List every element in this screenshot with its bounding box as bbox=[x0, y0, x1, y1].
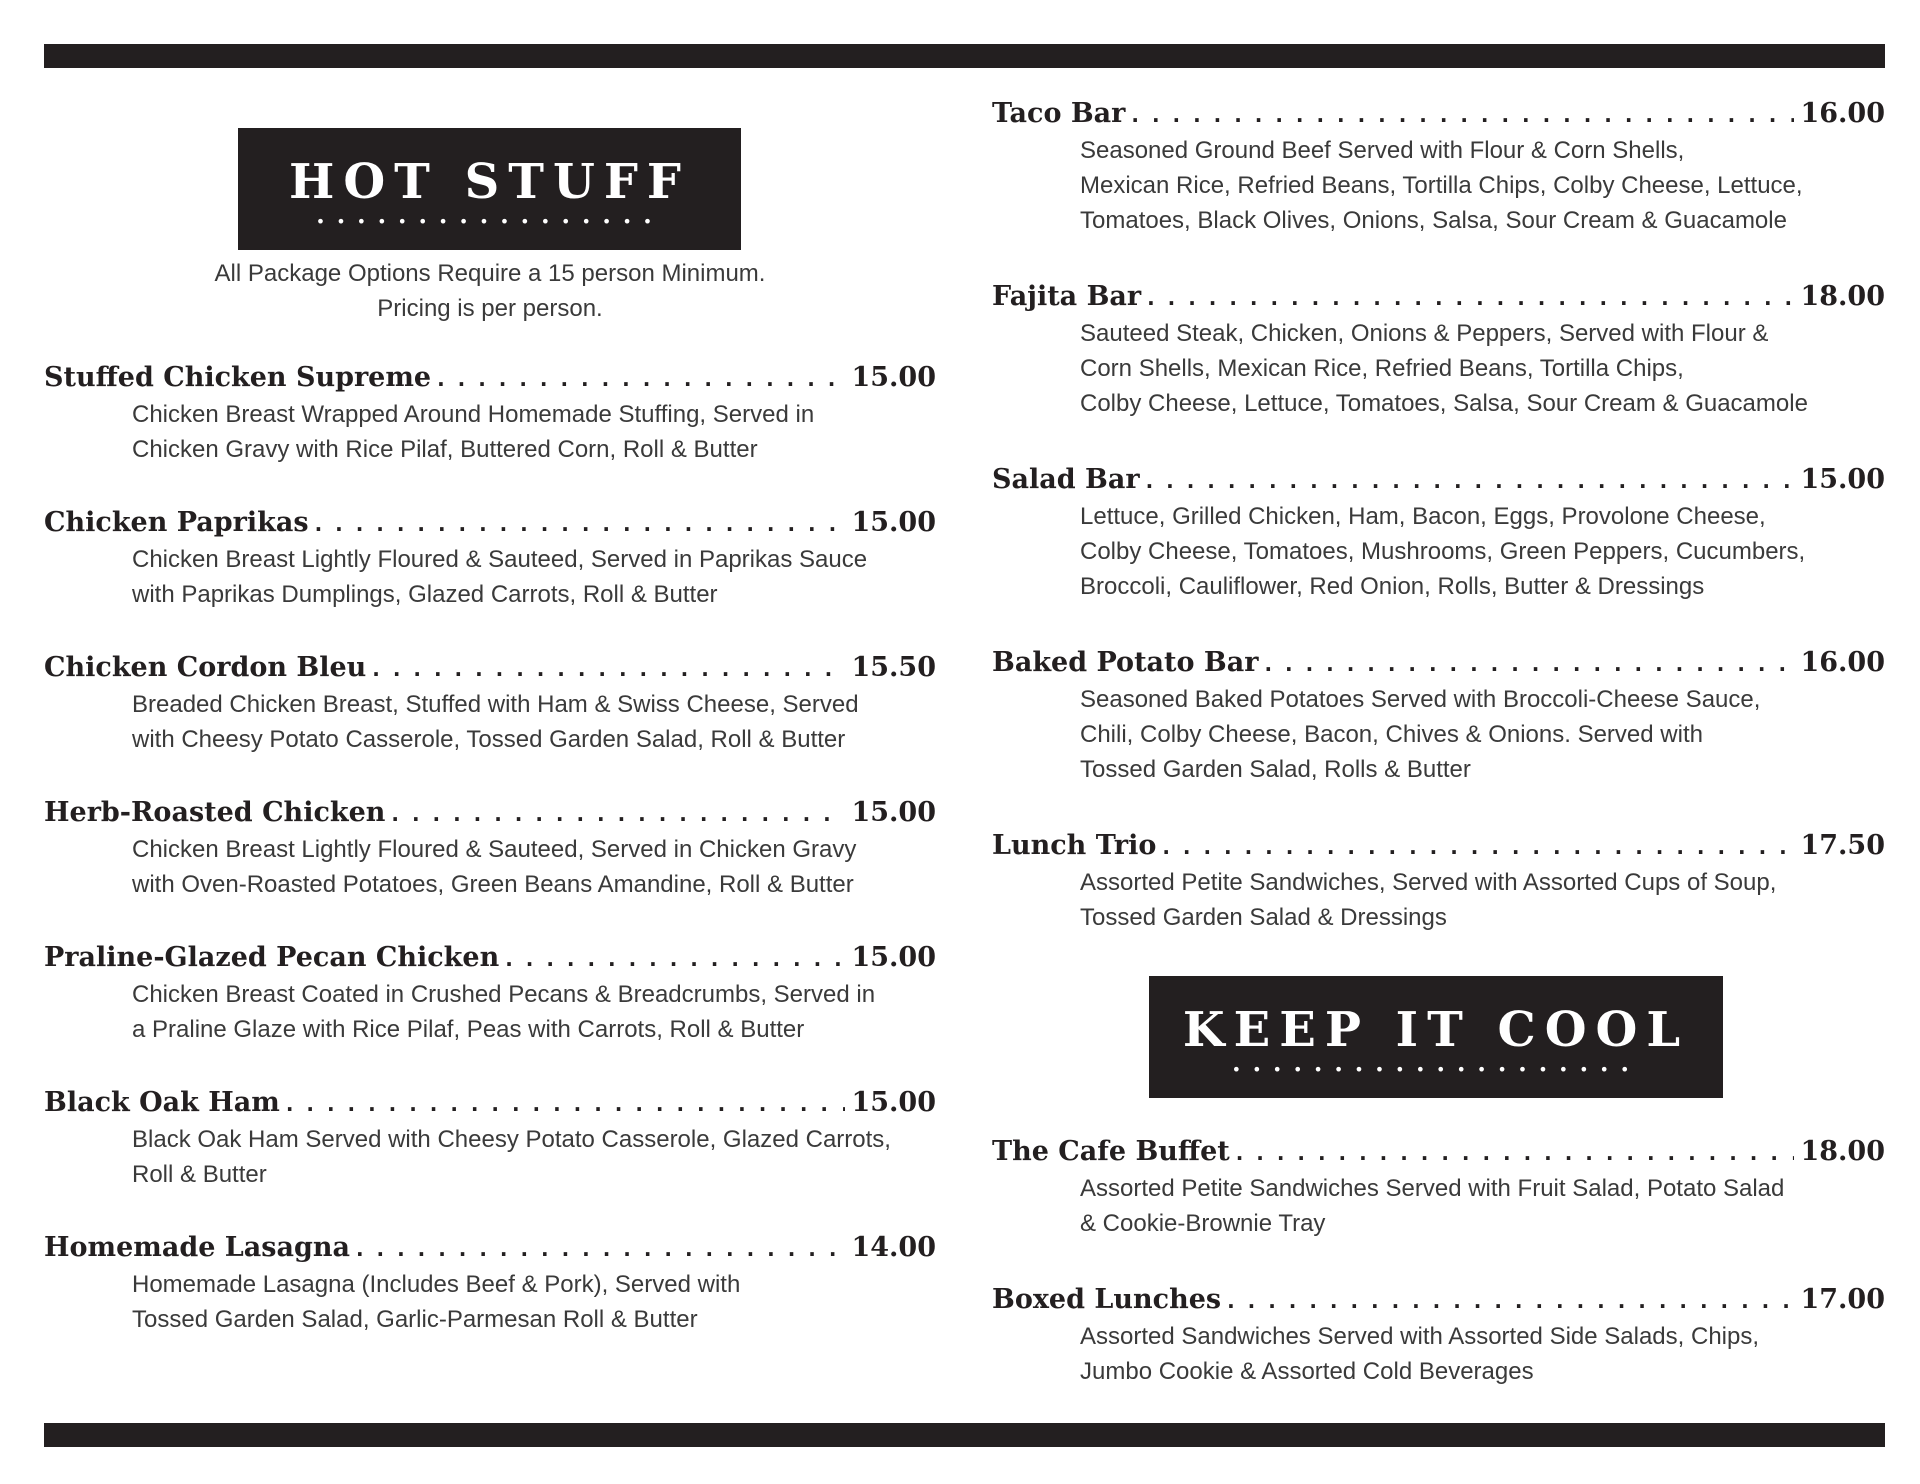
menu-item-header bbox=[992, 462, 1885, 499]
description-line: Breaded Chicken Breast, Stuffed with Ham & Swiss Cheese, Served bbox=[132, 691, 859, 718]
menu-item-description bbox=[992, 316, 1885, 421]
menu-item-description bbox=[992, 133, 1885, 238]
menu-item-name: Praline-Glazed Pecan Chicken bbox=[44, 942, 500, 973]
banner-dots: ••••••••••••••••• bbox=[315, 212, 664, 231]
menu-item-header bbox=[44, 795, 936, 832]
description-line: Assorted Petite Sandwiches, Served with Assorted Cups of Soup, bbox=[1080, 869, 1777, 896]
menu-item-description bbox=[44, 977, 936, 1047]
menu-item-name: The Cafe Buffet bbox=[992, 1136, 1230, 1167]
menu-item bbox=[44, 940, 936, 1047]
menu-item-description bbox=[44, 397, 936, 467]
menu-item-price: 15.00 bbox=[1800, 464, 1885, 495]
menu-item-description bbox=[992, 1171, 1885, 1241]
menu-item-description bbox=[44, 1267, 936, 1337]
menu-item-header bbox=[992, 828, 1885, 865]
menu-item-price: 15.00 bbox=[851, 942, 936, 973]
menu-item-name: Herb-Roasted Chicken bbox=[44, 797, 386, 828]
menu-item bbox=[992, 1134, 1885, 1241]
menu-item-description bbox=[992, 865, 1885, 935]
menu-item-description bbox=[44, 687, 936, 757]
description-line: Corn Shells, Mexican Rice, Refried Beans, Tortilla Chips, bbox=[1080, 355, 1684, 382]
dot-leader bbox=[505, 941, 845, 977]
top-divider-bar bbox=[44, 44, 1885, 68]
menu-item-header bbox=[992, 645, 1885, 682]
minimum-note bbox=[44, 256, 936, 326]
menu-item-description bbox=[992, 682, 1885, 787]
menu-item-description bbox=[44, 832, 936, 902]
menu-item-price: 15.00 bbox=[851, 507, 936, 538]
menu-item-price: 18.00 bbox=[1800, 281, 1885, 312]
menu-item bbox=[992, 462, 1885, 604]
hot-stuff-banner bbox=[238, 128, 741, 250]
left-column bbox=[44, 128, 936, 1375]
menu-item bbox=[44, 1230, 936, 1337]
description-line: with Oven-Roasted Potatoes, Green Beans Amandine, Roll & Butter bbox=[132, 871, 854, 898]
menu-item bbox=[44, 360, 936, 467]
hot-stuff-items bbox=[44, 360, 936, 1337]
menu-item-header bbox=[44, 1085, 936, 1122]
description-line: Jumbo Cookie & Assorted Cold Beverages bbox=[1080, 1358, 1534, 1385]
keep-it-cool-title: KEEP IT COOL bbox=[1182, 1002, 1690, 1058]
description-line: Assorted Petite Sandwiches Served with Fruit Salad, Potato Salad bbox=[1080, 1175, 1785, 1202]
description-line: Broccoli, Cauliflower, Red Onion, Rolls, Butter & Dressings bbox=[1080, 573, 1705, 600]
dot-leader bbox=[1131, 97, 1794, 133]
description-line: Black Oak Ham Served with Cheesy Potato Casserole, Glazed Carrots, bbox=[132, 1126, 891, 1153]
menu-item-price: 15.00 bbox=[851, 1087, 936, 1118]
banner-dots: •••••••••••••••••••• bbox=[1231, 1060, 1641, 1079]
dot-leader bbox=[1162, 829, 1794, 865]
menu-item-description bbox=[992, 499, 1885, 604]
menu-item bbox=[992, 1282, 1885, 1389]
menu-item-description bbox=[992, 1319, 1885, 1389]
description-line: Chicken Breast Wrapped Around Homemade Stuffing, Served in bbox=[132, 401, 815, 428]
dot-leader bbox=[437, 361, 845, 397]
dot-leader bbox=[1147, 280, 1794, 316]
menu-item-price: 16.00 bbox=[1800, 647, 1885, 678]
description-line: Tomatoes, Black Olives, Onions, Salsa, Sour Cream & Guacamole bbox=[1080, 207, 1787, 234]
menu-item-header bbox=[44, 650, 936, 687]
menu-item-price: 16.00 bbox=[1800, 98, 1885, 129]
menu-item-price: 15.00 bbox=[851, 362, 936, 393]
menu-item-header bbox=[44, 360, 936, 397]
description-line: & Cookie-Brownie Tray bbox=[1080, 1210, 1326, 1237]
menu-item-header bbox=[44, 940, 936, 977]
menu-item-name: Black Oak Ham bbox=[44, 1087, 280, 1118]
dot-leader bbox=[1236, 1135, 1795, 1171]
description-line: Lettuce, Grilled Chicken, Ham, Bacon, Eggs, Provolone Cheese, bbox=[1080, 503, 1766, 530]
menu-item-name: Boxed Lunches bbox=[992, 1284, 1222, 1315]
menu-item-header bbox=[44, 505, 936, 542]
menu-item-header bbox=[992, 1282, 1885, 1319]
description-line: Seasoned Baked Potatoes Served with Broccoli-Cheese Sauce, bbox=[1080, 686, 1761, 713]
menu-item-name: Lunch Trio bbox=[992, 830, 1157, 861]
menu-item-price: 18.00 bbox=[1800, 1136, 1885, 1167]
description-line: Chicken Gravy with Rice Pilaf, Buttered Corn, Roll & Butter bbox=[132, 436, 758, 463]
right-column bbox=[992, 96, 1885, 1430]
dot-leader bbox=[372, 651, 845, 687]
description-line: Colby Cheese, Tomatoes, Mushrooms, Green Peppers, Cucumbers, bbox=[1080, 538, 1806, 565]
menu-item-description bbox=[44, 542, 936, 612]
menu-item-name: Taco Bar bbox=[992, 98, 1126, 129]
dot-leader bbox=[356, 1231, 845, 1267]
dot-leader bbox=[1146, 463, 1795, 499]
menu-item-price: 15.50 bbox=[851, 652, 936, 683]
menu-item-name: Baked Potato Bar bbox=[992, 647, 1259, 678]
keep-it-cool-section bbox=[992, 976, 1885, 1098]
menu-item-name: Stuffed Chicken Supreme bbox=[44, 362, 432, 393]
description-line: Chili, Colby Cheese, Bacon, Chives & Onions. Served with bbox=[1080, 721, 1703, 748]
description-line: Chicken Breast Lightly Floured & Sauteed, Served in Chicken Gravy bbox=[132, 836, 857, 863]
menu-item-name: Homemade Lasagna bbox=[44, 1232, 350, 1263]
dot-leader bbox=[286, 1086, 846, 1122]
dot-leader bbox=[315, 506, 846, 542]
menu-item-header bbox=[992, 279, 1885, 316]
menu-item bbox=[992, 279, 1885, 421]
description-line: with Cheesy Potato Casserole, Tossed Garden Salad, Roll & Butter bbox=[132, 726, 846, 753]
menu-item-description bbox=[44, 1122, 936, 1192]
dot-leader bbox=[1264, 646, 1794, 682]
menu-item-name: Chicken Cordon Bleu bbox=[44, 652, 367, 683]
menu-item-name: Salad Bar bbox=[992, 464, 1140, 495]
dot-leader bbox=[391, 796, 845, 832]
menu-item-name: Fajita Bar bbox=[992, 281, 1142, 312]
description-line: a Praline Glaze with Rice Pilaf, Peas with Carrots, Roll & Butter bbox=[132, 1016, 805, 1043]
menu-item bbox=[44, 650, 936, 757]
description-line: Colby Cheese, Lettuce, Tomatoes, Salsa, Sour Cream & Guacamole bbox=[1080, 390, 1808, 417]
menu-item-name: Chicken Paprikas bbox=[44, 507, 309, 538]
description-line: Tossed Garden Salad & Dressings bbox=[1080, 904, 1447, 931]
note-line: Pricing is per person. bbox=[377, 295, 603, 322]
note-line: All Package Options Require a 15 person Minimum. bbox=[214, 260, 766, 287]
menu-item-price: 17.00 bbox=[1800, 1284, 1885, 1315]
menu-item-price: 17.50 bbox=[1800, 830, 1885, 861]
description-line: Sauteed Steak, Chicken, Onions & Peppers, Served with Flour & bbox=[1080, 320, 1769, 347]
dot-leader bbox=[1227, 1283, 1794, 1319]
menu-item-header bbox=[44, 1230, 936, 1267]
menu-item bbox=[44, 795, 936, 902]
menu-item-header bbox=[992, 96, 1885, 133]
description-line: Seasoned Ground Beef Served with Flour & Corn Shells, bbox=[1080, 137, 1685, 164]
description-line: Tossed Garden Salad, Garlic-Parmesan Roll & Butter bbox=[132, 1306, 698, 1333]
menu-item bbox=[44, 505, 936, 612]
menu-item-price: 14.00 bbox=[851, 1232, 936, 1263]
description-line: Roll & Butter bbox=[132, 1161, 267, 1188]
description-line: Chicken Breast Coated in Crushed Pecans & Breadcrumbs, Served in bbox=[132, 981, 876, 1008]
description-line: Assorted Sandwiches Served with Assorted Side Salads, Chips, bbox=[1080, 1323, 1760, 1350]
description-line: with Paprikas Dumplings, Glazed Carrots, Roll & Butter bbox=[132, 581, 718, 608]
description-line: Mexican Rice, Refried Beans, Tortilla Chips, Colby Cheese, Lettuce, bbox=[1080, 172, 1803, 199]
menu-item-price: 15.00 bbox=[851, 797, 936, 828]
bottom-divider-bar bbox=[44, 1423, 1885, 1447]
description-line: Tossed Garden Salad, Rolls & Butter bbox=[1080, 756, 1471, 783]
description-line: Homemade Lasagna (Includes Beef & Pork), Served with bbox=[132, 1271, 741, 1298]
menu-item bbox=[992, 96, 1885, 238]
menu-item-header bbox=[992, 1134, 1885, 1171]
menu-item bbox=[992, 828, 1885, 935]
description-line: Chicken Breast Lightly Floured & Sauteed, Served in Paprikas Sauce bbox=[132, 546, 868, 573]
menu-item bbox=[44, 1085, 936, 1192]
hot-stuff-title: HOT STUFF bbox=[289, 154, 690, 210]
menu-item bbox=[992, 645, 1885, 787]
keep-it-cool-banner bbox=[1149, 976, 1723, 1098]
